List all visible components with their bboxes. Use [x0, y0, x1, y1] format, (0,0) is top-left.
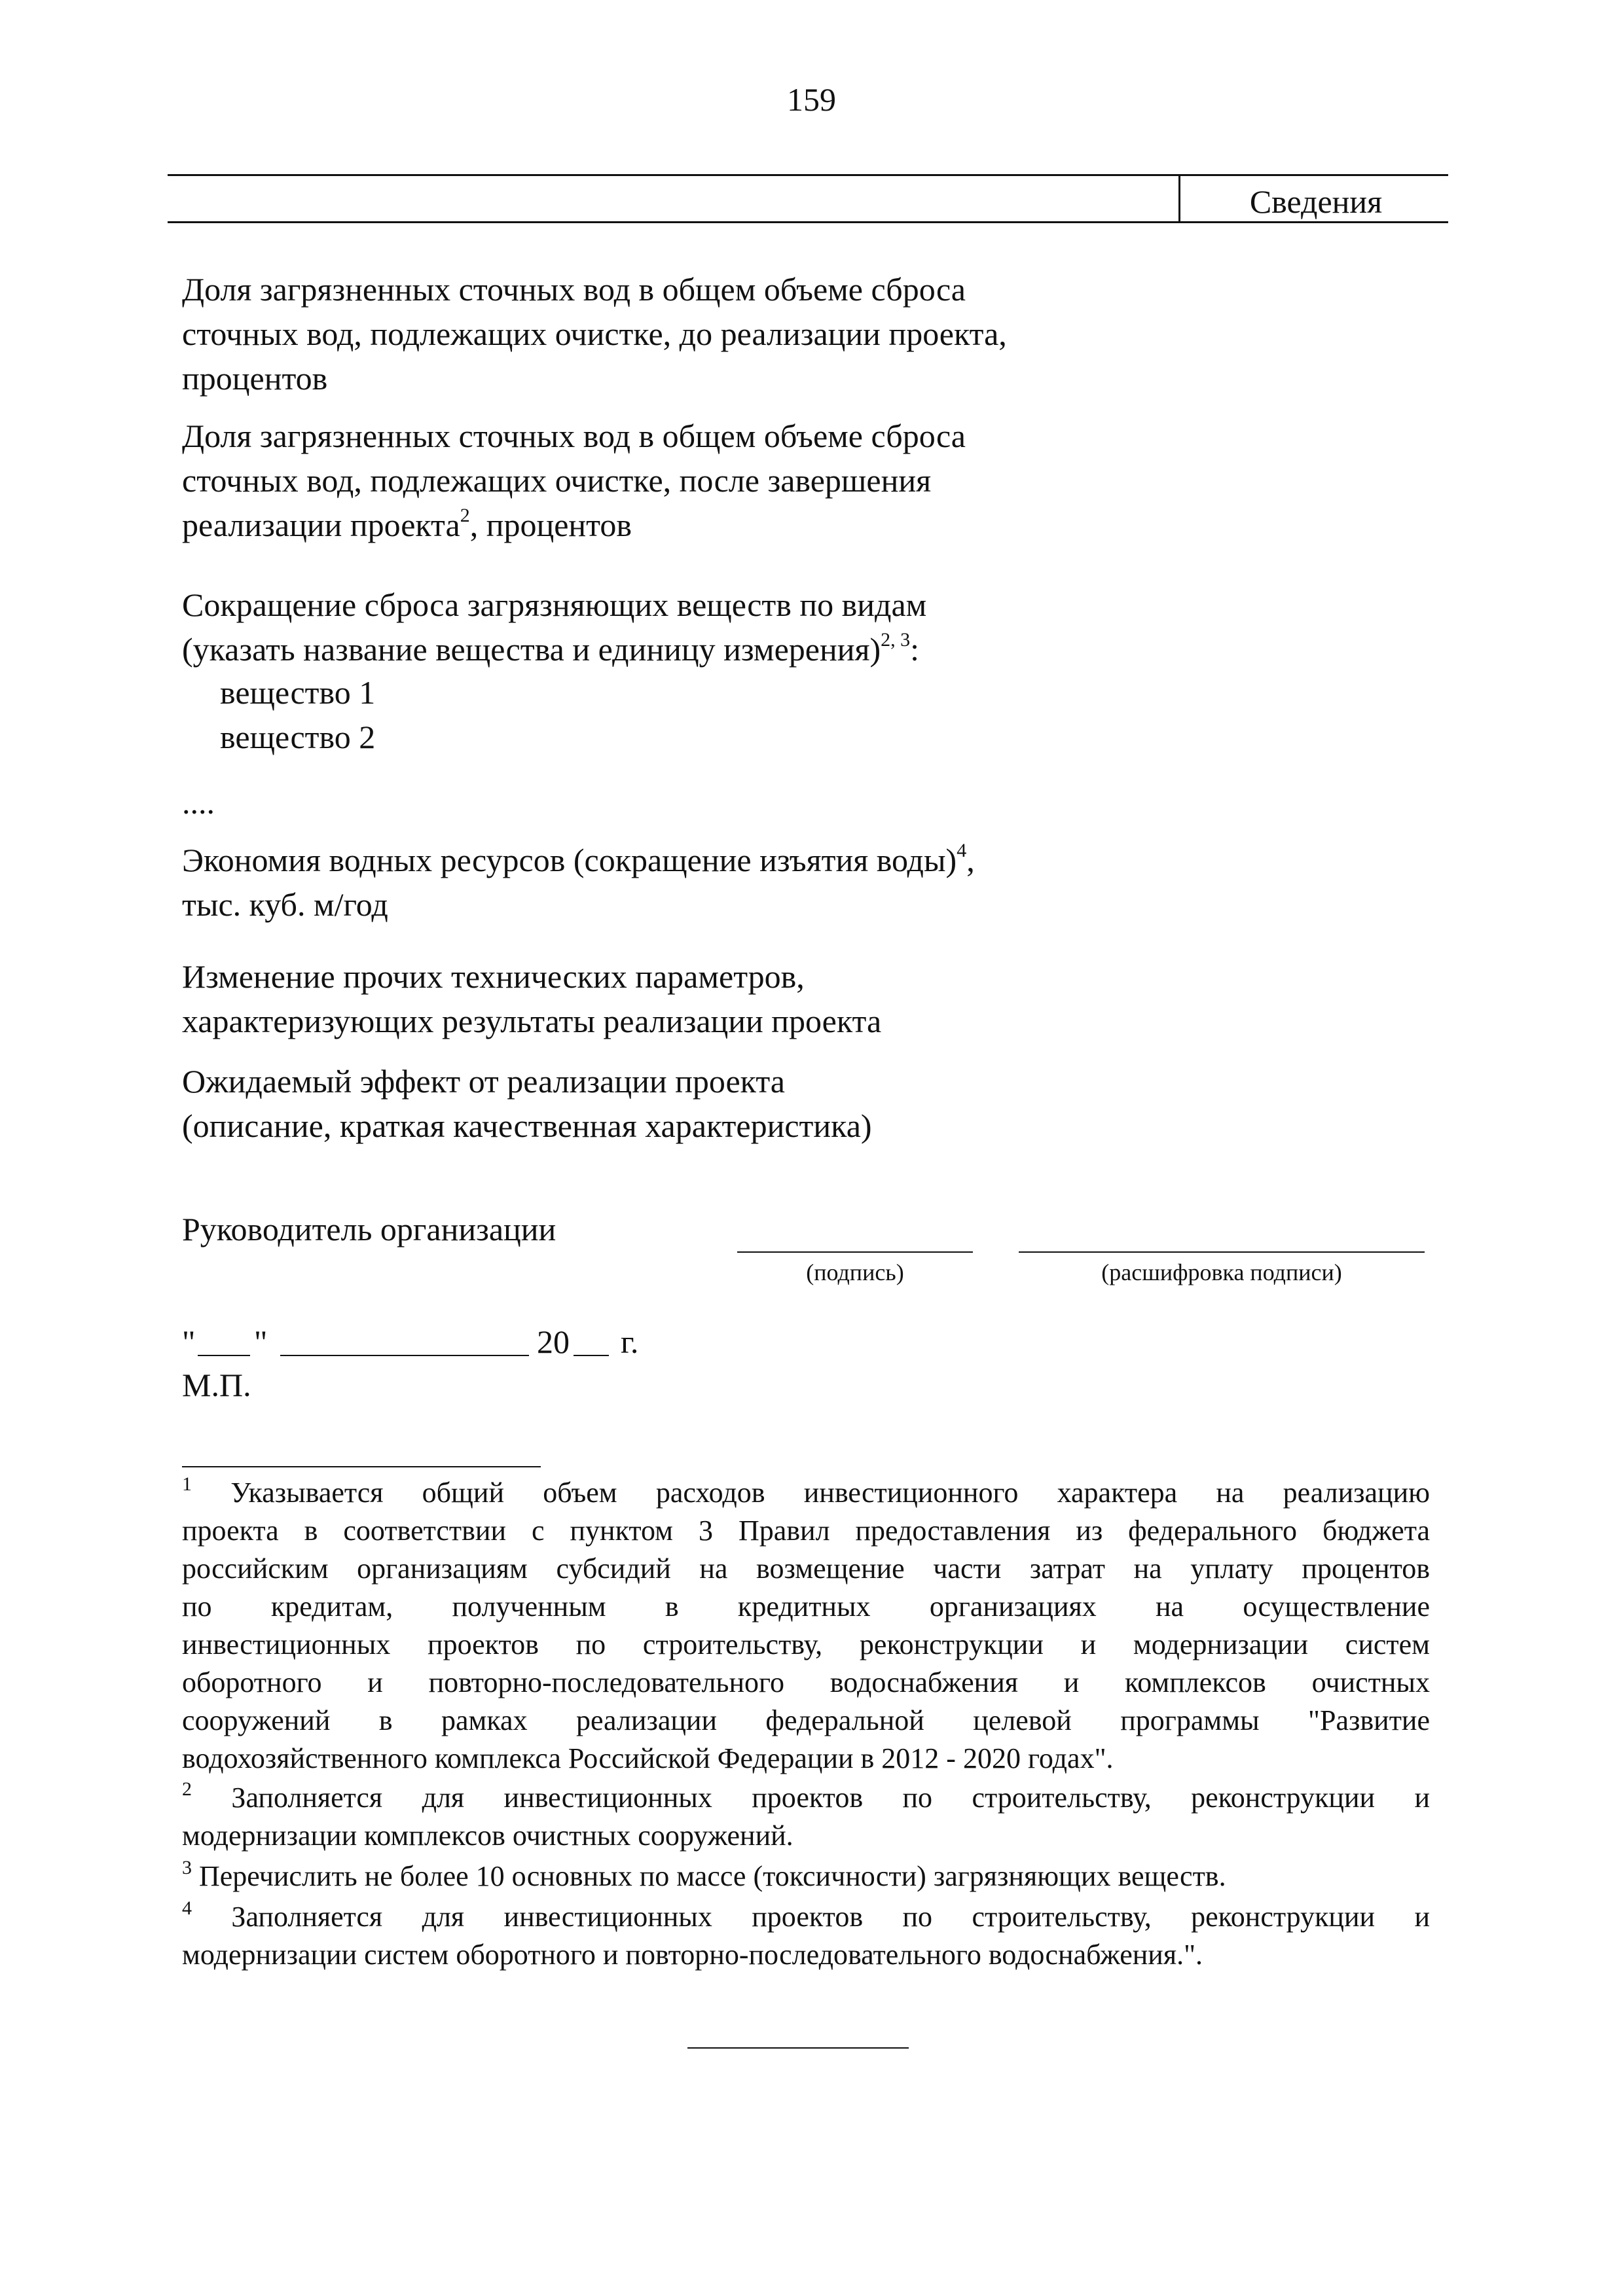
pollutant-item: вещество 2	[220, 719, 376, 755]
footnote-text: Перечислить не более 10 основных по массе (токсичности) загрязняющих веществ.	[199, 1860, 1226, 1892]
item-text: (указать название вещества и единицу измерения)	[182, 631, 881, 668]
end-of-section-rule	[687, 2047, 909, 2049]
footnote-text: Заполняется для инвестиционных проектов по строительству, реконструкции и	[231, 1901, 1430, 1933]
footnote-mark: 4	[182, 1897, 192, 1919]
footnote-line: водохозяйственного комплекса Российской Федерации в 2012 - 2020 годах".	[182, 1742, 1114, 1774]
footnote-line	[182, 1779, 1430, 1817]
item-line: Сокращение сброса загрязняющих веществ по видам	[182, 586, 927, 623]
signature-decoding-caption: (расшифровка подписи)	[1101, 1259, 1342, 1285]
pollutant-list	[182, 670, 1281, 759]
item-water-savings	[182, 838, 1243, 927]
stamp-placeholder: М.П.	[182, 1367, 251, 1403]
date-year-blank	[574, 1355, 609, 1356]
signature-line	[737, 1251, 973, 1253]
footnote-ref: 2, 3	[881, 629, 911, 651]
item-line: Изменение прочих технических параметров,	[182, 958, 805, 995]
footnote-ref: 4	[957, 840, 967, 861]
footnote-line: по кредитам, полученным в кредитных организациях на осуществление	[182, 1590, 1430, 1623]
item-line: сточных вод, подлежащих очистке, до реализации проекта,	[182, 315, 1007, 352]
column-header-details: Сведения	[1249, 183, 1383, 220]
item-text: реализации проекта	[182, 507, 460, 543]
footnote-mark: 1	[182, 1473, 192, 1495]
item-line: Ожидаемый эффект от реализации проекта	[182, 1063, 785, 1100]
date-year-prefix: 20	[537, 1323, 570, 1360]
footnote-line	[182, 1857, 1430, 1895]
footnote-2	[182, 1779, 1430, 1855]
table-column-divider	[1178, 174, 1180, 223]
item-line: тыс. куб. м/год	[182, 886, 388, 923]
item-line: сточных вод, подлежащих очистке, после завершения	[182, 462, 932, 499]
item-line: (описание, краткая качественная характеристика)	[182, 1107, 872, 1144]
item-expected-effect	[182, 1059, 1243, 1148]
footnote-separator	[182, 1466, 541, 1467]
footnote-line: проекта в соответствии с пунктом 3 Правил предоставления из федерального бюджета	[182, 1515, 1430, 1547]
item-other-parameters	[182, 954, 1243, 1043]
table-top-border	[168, 174, 1448, 176]
signature-caption: (подпись)	[806, 1259, 904, 1285]
footnote-line: инвестиционных проектов по строительству, реконструкции и модернизации систем	[182, 1628, 1430, 1660]
signatory-label: Руководитель организации	[182, 1211, 556, 1247]
date-quote-open: "	[182, 1323, 196, 1360]
item-line: характеризующих результаты реализации проекта	[182, 1003, 882, 1039]
date-day-blank	[198, 1355, 250, 1356]
item-pollutant-reduction	[182, 583, 1243, 672]
footnote-line: модернизации комплексов очистных сооружений.	[182, 1820, 793, 1852]
footnote-1	[182, 1474, 1430, 1778]
item-line-with-footnote	[182, 627, 1243, 672]
list-ellipsis: ....	[182, 784, 215, 821]
footnote-line	[182, 1898, 1430, 1936]
footnote-ref: 2	[460, 505, 470, 526]
item-polluted-share-before	[182, 267, 1243, 401]
footnote-line: модернизации систем оборотного и повторно-последовательного водоснабжения.".	[182, 1939, 1203, 1971]
footnote-line: российским организациям субсидий на возмещение части затрат на уплату процентов	[182, 1552, 1430, 1585]
footnote-mark: 3	[182, 1857, 192, 1878]
item-line-with-footnote	[182, 838, 1243, 882]
item-text: Экономия водных ресурсов (сокращение изъятия воды)	[182, 842, 957, 878]
item-text: ,	[966, 842, 975, 878]
page-number: 159	[787, 81, 836, 118]
item-line: процентов	[182, 360, 328, 397]
pollutant-item: вещество 1	[220, 674, 376, 711]
footnote-4	[182, 1898, 1430, 1974]
footnote-line	[182, 1474, 1430, 1512]
footnote-line: оборотного и повторно-последовательного водоснабжения и комплексов очистных	[182, 1666, 1430, 1698]
signature-decoding-line	[1019, 1251, 1425, 1253]
item-text: :	[910, 631, 920, 668]
footnote-text: Заполняется для инвестиционных проектов по строительству, реконструкции и	[231, 1782, 1430, 1814]
date-quote-close: "	[254, 1323, 268, 1360]
item-text: , процентов	[469, 507, 632, 543]
item-line: Доля загрязненных сточных вод в общем объеме сброса	[182, 418, 966, 454]
footnote-text: Указывается общий объем расходов инвестиционного характера на реализацию	[230, 1477, 1430, 1509]
date-month-blank	[280, 1355, 529, 1356]
item-polluted-share-after	[182, 414, 1243, 547]
table-header-bottom-border	[168, 221, 1448, 223]
item-line-with-footnote	[182, 503, 1243, 547]
footnote-3	[182, 1857, 1430, 1895]
date-year-suffix: г.	[621, 1323, 639, 1360]
item-line: Доля загрязненных сточных вод в общем объеме сброса	[182, 271, 966, 308]
footnote-line: сооружений в рамках реализации федеральной целевой программы "Развитие	[182, 1704, 1430, 1736]
footnote-mark: 2	[182, 1778, 192, 1800]
